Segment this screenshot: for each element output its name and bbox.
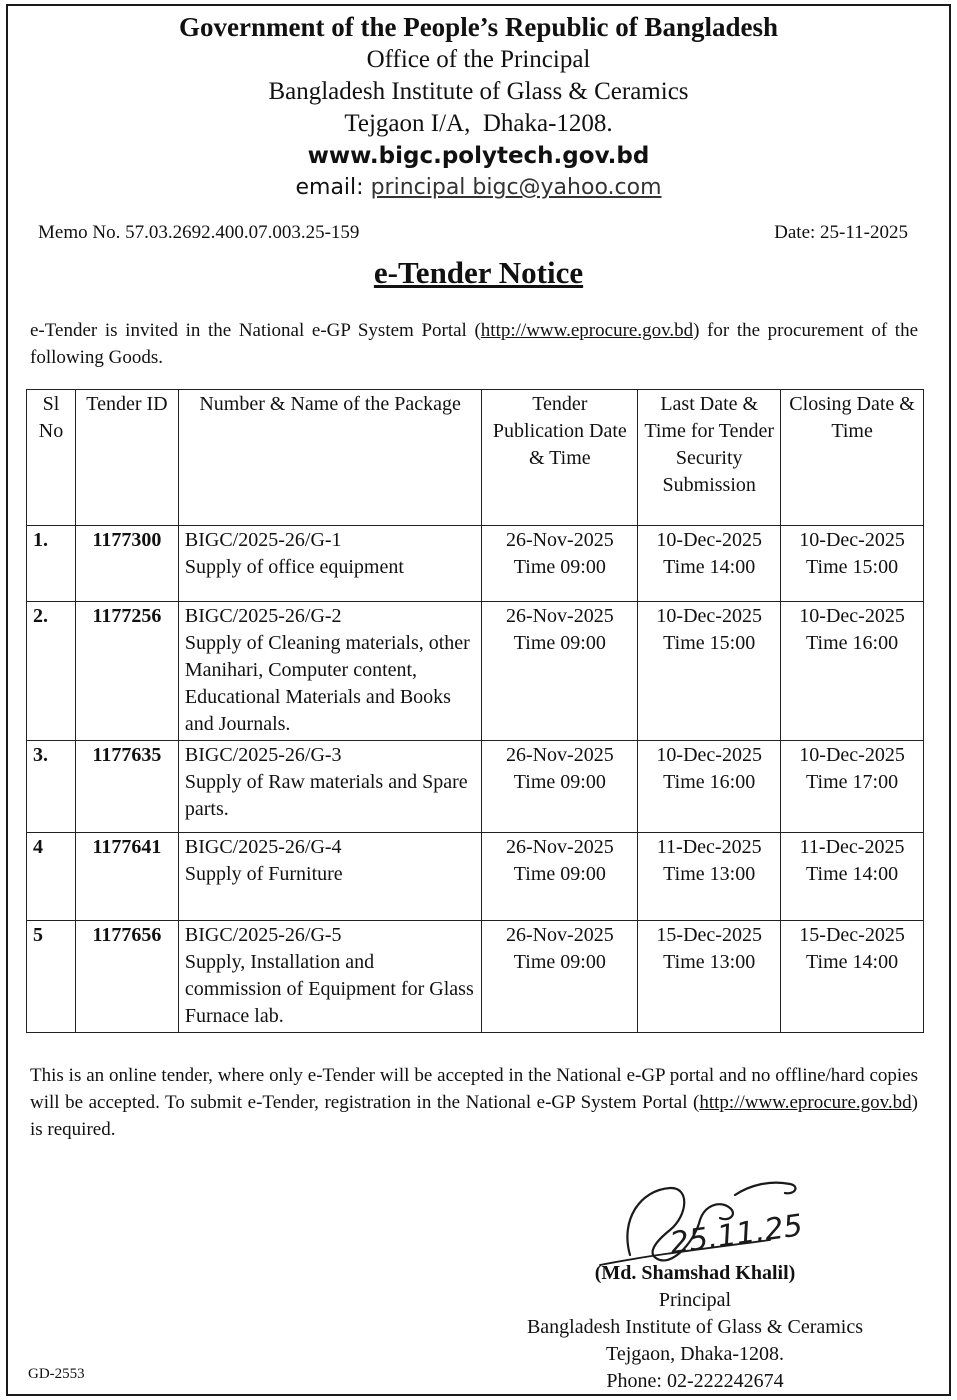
publication-time: Time 09:00 — [513, 951, 606, 973]
package-number: BIGC/2025-26/G-1 — [184, 529, 342, 551]
row-tender-id: 1177656 — [75, 921, 178, 1033]
package-name: Supply of Raw materials and Spare parts. — [184, 771, 468, 820]
footer-text-after: ) is required. — [30, 1092, 918, 1140]
table-row — [27, 526, 924, 602]
publication-date: 26-Nov-2025 — [505, 529, 614, 551]
document-code: GD-2553 — [28, 1366, 85, 1382]
signatory-block — [450, 1260, 940, 1395]
government-title: Government of the People’s Republic of Bangladesh — [179, 12, 778, 42]
row-closing — [781, 833, 924, 921]
header-package: Number & Name of the Package — [178, 390, 482, 526]
header-publication: Tender Publication Date & Time — [482, 390, 638, 526]
row-sl: 3. — [27, 741, 76, 833]
security-date: 11-Dec-2025 — [656, 836, 762, 858]
signatory-designation: Principal — [658, 1289, 732, 1311]
header-tender-id: Tender ID — [75, 390, 178, 526]
publication-date: 26-Nov-2025 — [505, 605, 614, 627]
email-link[interactable]: principal bigc@yahoo.com — [370, 175, 662, 200]
row-security — [638, 741, 781, 833]
website-link[interactable]: www.bigc.polytech.gov.bd — [307, 143, 650, 169]
intro-paragraph — [30, 317, 918, 371]
email-label: email: — [295, 175, 364, 200]
security-time: Time 14:00 — [663, 556, 756, 578]
closing-date: 11-Dec-2025 — [799, 836, 905, 858]
tender-table — [26, 389, 924, 1033]
package-name: Supply of Furniture — [184, 863, 343, 885]
row-publication — [482, 921, 638, 1033]
office-title: Office of the Principal — [366, 46, 591, 73]
publication-time: Time 09:00 — [513, 863, 606, 885]
signatory-name: (Md. Shamshad Khalil) — [594, 1262, 796, 1284]
row-tender-id: 1177641 — [75, 833, 178, 921]
row-security — [638, 833, 781, 921]
publication-time: Time 09:00 — [513, 556, 606, 578]
table-row — [27, 921, 924, 1033]
security-date: 15-Dec-2025 — [656, 924, 762, 946]
package-name: Supply, Installation and commission of Equipment for Glass Furnace lab. — [184, 951, 474, 1027]
package-number: BIGC/2025-26/G-4 — [184, 836, 342, 858]
intro-text-after: ) for the procurement of the following Goods. — [30, 320, 918, 368]
footer-paragraph — [30, 1062, 918, 1143]
row-publication — [482, 833, 638, 921]
eprocure-link-footer[interactable]: http://www.eprocure.gov.bd — [699, 1092, 912, 1113]
row-sl: 4 — [27, 833, 76, 921]
memo-row — [38, 222, 908, 244]
letterhead — [0, 10, 957, 204]
row-tender-id: 1177635 — [75, 741, 178, 833]
row-tender-id: 1177256 — [75, 602, 178, 741]
row-package — [178, 833, 482, 921]
signatory-phone: Phone: 02-222242674 — [606, 1370, 784, 1392]
row-publication — [482, 602, 638, 741]
email-line — [0, 172, 957, 204]
security-date: 10-Dec-2025 — [656, 529, 762, 551]
closing-time: Time 16:00 — [806, 632, 899, 654]
package-number: BIGC/2025-26/G-5 — [184, 924, 342, 946]
row-sl: 5 — [27, 921, 76, 1033]
row-package — [178, 921, 482, 1033]
package-name: Supply of office equipment — [184, 556, 404, 578]
notice-title — [0, 255, 957, 291]
closing-date: 10-Dec-2025 — [799, 744, 905, 766]
row-security — [638, 921, 781, 1033]
row-security — [638, 602, 781, 741]
closing-time: Time 17:00 — [806, 771, 899, 793]
row-package — [178, 526, 482, 602]
header-closing: Closing Date & Time — [781, 390, 924, 526]
footer-text-before: This is an online tender, where only e-Tender will be accepted in the National e-GP portal and no offline/hard copies will be accepted. To submit e-Tender, registration in the National e-GP System Portal ( — [30, 1065, 918, 1113]
institute-name: Bangladesh Institute of Glass & Ceramics — [268, 78, 689, 105]
row-sl: 2. — [27, 602, 76, 741]
publication-date: 26-Nov-2025 — [505, 836, 614, 858]
row-package — [178, 741, 482, 833]
row-closing — [781, 921, 924, 1033]
publication-time: Time 09:00 — [513, 771, 606, 793]
row-publication — [482, 741, 638, 833]
table-row — [27, 741, 924, 833]
eprocure-link[interactable]: http://www.eprocure.gov.bd — [480, 320, 694, 341]
row-security — [638, 526, 781, 602]
signatory-address: Tejgaon, Dhaka-1208. — [606, 1343, 784, 1365]
row-package — [178, 602, 482, 741]
closing-date: 10-Dec-2025 — [799, 605, 905, 627]
intro-text-before: e-Tender is invited in the National e-GP System Portal ( — [30, 320, 481, 341]
publication-date: 26-Nov-2025 — [505, 924, 614, 946]
header-security: Last Date & Time for Tender Security Submission — [638, 390, 781, 526]
row-tender-id: 1177300 — [75, 526, 178, 602]
row-closing — [781, 526, 924, 602]
row-sl: 1. — [27, 526, 76, 602]
publication-date: 26-Nov-2025 — [505, 744, 614, 766]
table-header-row — [27, 390, 924, 526]
closing-time: Time 15:00 — [806, 556, 899, 578]
closing-time: Time 14:00 — [806, 863, 899, 885]
security-date: 10-Dec-2025 — [656, 744, 762, 766]
signatory-institute: Bangladesh Institute of Glass & Ceramics — [526, 1316, 864, 1338]
package-number: BIGC/2025-26/G-2 — [184, 605, 342, 627]
memo-number: Memo No. 57.03.2692.400.07.003.25-159 — [38, 222, 360, 243]
row-publication — [482, 526, 638, 602]
closing-date: 15-Dec-2025 — [799, 924, 905, 946]
notice-title-text: e-Tender Notice — [373, 255, 584, 290]
row-closing — [781, 602, 924, 741]
row-closing — [781, 741, 924, 833]
security-date: 10-Dec-2025 — [656, 605, 762, 627]
signature-date: 25.11.25 — [667, 1208, 805, 1262]
closing-time: Time 14:00 — [806, 951, 899, 973]
security-time: Time 16:00 — [663, 771, 756, 793]
security-time: Time 13:00 — [663, 951, 756, 973]
security-time: Time 15:00 — [663, 632, 756, 654]
memo-date: Date: 25-11-2025 — [774, 222, 908, 243]
closing-date: 10-Dec-2025 — [799, 529, 905, 551]
package-number: BIGC/2025-26/G-3 — [184, 744, 342, 766]
header-sl: Sl No — [27, 390, 76, 526]
package-name: Supply of Cleaning materials, other Manihari, Computer content, Educational Materials and Books and Journals. — [184, 632, 470, 735]
publication-time: Time 09:00 — [513, 632, 606, 654]
table-row — [27, 833, 924, 921]
table-row — [27, 602, 924, 741]
institute-address: Tejgaon I/A, Dhaka-1208. — [344, 110, 613, 137]
security-time: Time 13:00 — [663, 863, 756, 885]
